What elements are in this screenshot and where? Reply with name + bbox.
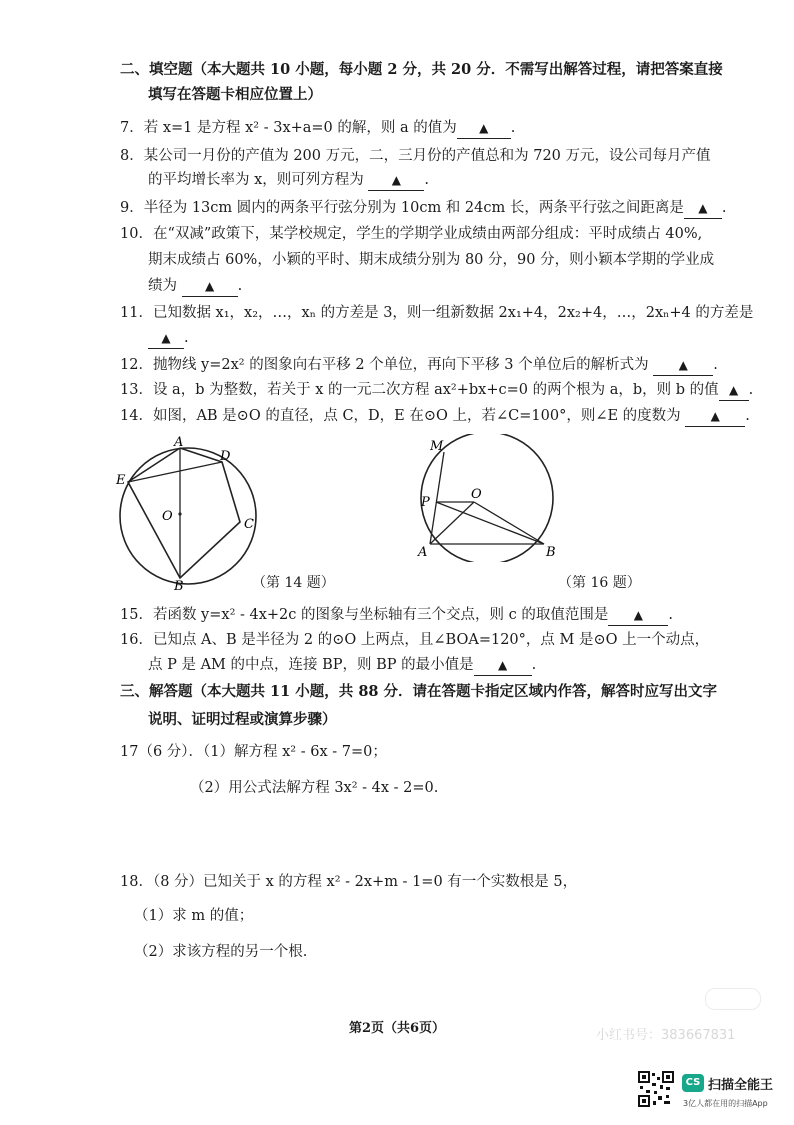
figure-16: [408, 434, 566, 562]
section-2-heading: 二、填空题（本大题共 10 小题，每小题 2 分，共 20 分．不需写出解答过程，请把答案直接: [120, 61, 723, 78]
figure-16-caption: （第 16 题）: [558, 575, 641, 591]
scanner-tagline: 3亿人都在用的扫描App: [683, 1099, 768, 1108]
question-11-cont: ▲ .: [148, 328, 189, 349]
question-18: 18．（8 分）已知关于 x 的方程 x² - 2x+m - 1=0 有一个实数根是 5，: [120, 874, 578, 890]
question-12: 12．抛物线 y=2x² 的图象向右平移 2 个单位，再向下平移 3 个单位后的解析式为 ▲ .: [120, 355, 718, 376]
page-number: 第2页（共6页）: [348, 1021, 446, 1036]
scanner-app-name: 扫描全能王: [708, 1078, 774, 1093]
figure-14: [110, 432, 280, 592]
question-10-cont2: 绩为 ▲ .: [148, 276, 242, 297]
label-d: D: [220, 449, 231, 464]
circle-o: [120, 448, 256, 584]
answer-blank: ▲: [608, 605, 668, 626]
question-9: 9．半径为 13cm 圆内的两条平行弦分别为 10cm 和 24cm 长，两条平行弦之间距离是 ▲ .: [120, 198, 726, 219]
label-b: B: [546, 545, 556, 560]
segment-am: [430, 452, 444, 544]
answer-blank: ▲: [685, 406, 745, 427]
question-11: 11．已知数据 x₁，x₂，…，xₙ 的方差是 3，则一组新数据 2x₁+4，2x₂+4，…，2xₙ+4 的方差是: [120, 305, 754, 321]
label-c: C: [244, 517, 254, 532]
answer-blank: ▲: [368, 170, 424, 191]
question-14: 14．如图，AB 是⊙O 的直径，点 C，D，E 在⊙O 上，若∠C=100°，则∠E 的度数为 ▲ .: [120, 406, 750, 427]
question-10-cont: 期末成绩占 60%，小颖的平时、期末成绩分别为 80 分，90 分，则小颖本学期的学业成: [148, 252, 715, 268]
label-e: E: [116, 473, 126, 488]
label-m: M: [430, 439, 444, 454]
segment-ob: [474, 502, 544, 544]
answer-blank: ▲: [474, 655, 532, 676]
question-17-part2: （2）用公式法解方程 3x² - 4x - 2=0.: [190, 780, 439, 796]
label-o: O: [471, 487, 482, 502]
polygon-edges: [128, 448, 240, 578]
question-7: 7．若 x=1 是方程 x² - 3x+a=0 的解，则 a 的值为 ▲ .: [120, 118, 515, 139]
question-16: 16．已知点 A、B 是半径为 2 的⊙O 上两点，且∠BOA=120°，点 M 是⊙O 上一个动点，: [120, 632, 710, 648]
section-3-heading: 三、解答题（本大题共 11 小题，共 88 分．请在答题卡指定区域内作答，解答时应写出文字: [120, 683, 718, 700]
question-16-cont: 点 P 是 AM 的中点，连接 BP，则 BP 的最小值是 ▲ .: [148, 655, 536, 676]
label-a: A: [418, 545, 428, 560]
answer-blank: ▲: [182, 276, 238, 297]
label-p: P: [421, 495, 430, 510]
answer-blank: ▲: [148, 328, 184, 349]
question-15: 15．若函数 y=x² - 4x+2c 的图象与坐标轴有三个交点，则 c 的取值范围是 ▲ .: [120, 605, 673, 626]
answer-blank: ▲: [653, 355, 713, 376]
label-b: B: [174, 579, 184, 592]
question-8-cont: 的平均增长率为 x，则可列方程为 ▲ .: [148, 170, 429, 191]
label-o: O: [162, 509, 173, 524]
question-13: 13．设 a，b 为整数，若关于 x 的一元二次方程 ax²+bx+c=0 的两个根为 a，b，则 b 的值 ▲ .: [120, 380, 753, 401]
question-17: 17（6 分）．（1）解方程 x² - 6x - 7=0；: [120, 744, 387, 760]
section-3-heading-cont: 说明、证明过程或演算步骤）: [148, 711, 337, 728]
question-18-part1: （1）求 m 的值；: [134, 908, 254, 924]
center-dot: [178, 512, 181, 515]
figure-14-caption: （第 14 题）: [252, 575, 335, 591]
qr-code-icon: [638, 1071, 674, 1107]
answer-blank: ▲: [457, 118, 511, 139]
cs-logo-icon: CS: [682, 1074, 704, 1092]
label-a: A: [174, 435, 184, 450]
watermark-text: 小红书号：383667831: [596, 1028, 736, 1043]
watermark-badge: [705, 988, 761, 1010]
answer-blank: ▲: [684, 198, 722, 219]
question-10: 10．在“双减”政策下，某学校规定，学生的学期学业成绩由两部分组成：平时成绩占 40%,: [120, 226, 703, 242]
question-18-part2: （2）求该方程的另一个根.: [134, 944, 308, 960]
question-8: 8．某公司一月份的产值为 200 万元，二，三月份的产值总和为 720 万元，设公司每月产值: [120, 148, 711, 164]
answer-blank: ▲: [719, 380, 749, 401]
section-2-heading-cont: 填写在答题卡相应位置上）: [148, 86, 322, 103]
